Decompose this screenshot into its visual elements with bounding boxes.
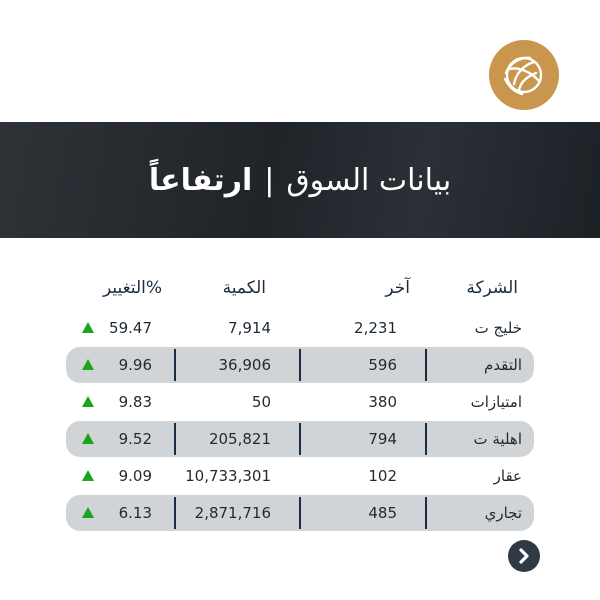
row-change: 59.47 bbox=[109, 319, 152, 337]
row-last: 380 bbox=[368, 393, 397, 411]
row-company: خليج ت bbox=[474, 319, 522, 337]
row-change: 9.52 bbox=[118, 430, 152, 448]
column-header-company: الشركة bbox=[466, 278, 518, 298]
table-header bbox=[0, 278, 600, 304]
row-volume: 36,906 bbox=[218, 356, 271, 374]
up-arrow-icon bbox=[82, 347, 96, 383]
row-change: 6.13 bbox=[118, 504, 152, 522]
column-header-last: آخر bbox=[385, 278, 410, 298]
column-divider bbox=[299, 349, 301, 381]
up-arrow-icon bbox=[82, 495, 96, 531]
row-change: 9.09 bbox=[118, 467, 152, 485]
row-last: 102 bbox=[368, 467, 397, 485]
row-volume: 2,871,716 bbox=[194, 504, 271, 522]
page-title-separator: | bbox=[264, 162, 275, 198]
page-title bbox=[149, 163, 451, 198]
column-divider bbox=[425, 349, 427, 381]
column-divider bbox=[174, 349, 176, 381]
column-header-change: %التغيير bbox=[102, 278, 162, 298]
up-arrow-icon bbox=[82, 310, 96, 346]
up-arrow-icon bbox=[82, 421, 96, 457]
up-arrow-icon bbox=[82, 384, 96, 420]
row-change: 9.83 bbox=[118, 393, 152, 411]
page-title-regular: بيانات السوق bbox=[286, 162, 452, 198]
column-divider bbox=[425, 497, 427, 529]
row-volume: 10,733,301 bbox=[185, 467, 271, 485]
table-row bbox=[66, 310, 534, 346]
row-company: امتيازات bbox=[470, 393, 522, 411]
row-last: 794 bbox=[368, 430, 397, 448]
row-company: اهلية ت bbox=[473, 430, 522, 448]
row-last: 596 bbox=[368, 356, 397, 374]
row-volume: 7,914 bbox=[228, 319, 271, 337]
page-title-bold: ارتفاعاً bbox=[148, 162, 253, 198]
next-button[interactable] bbox=[508, 540, 540, 572]
table-row bbox=[66, 495, 534, 531]
row-volume: 50 bbox=[251, 393, 271, 411]
column-header-volume: الكمية bbox=[222, 278, 266, 298]
row-last: 2,231 bbox=[354, 319, 397, 337]
table-row bbox=[66, 384, 534, 420]
column-divider bbox=[174, 497, 176, 529]
up-arrow-icon bbox=[82, 458, 96, 494]
row-company: التقدم bbox=[483, 356, 522, 374]
table-row bbox=[66, 421, 534, 457]
logo bbox=[489, 40, 559, 110]
column-divider bbox=[425, 423, 427, 455]
row-company: عقار bbox=[493, 467, 522, 485]
table-row bbox=[66, 458, 534, 494]
table-row bbox=[66, 347, 534, 383]
row-volume: 205,821 bbox=[208, 430, 271, 448]
title-banner bbox=[0, 122, 600, 238]
column-divider bbox=[299, 423, 301, 455]
column-divider bbox=[299, 497, 301, 529]
basketball-logo-icon bbox=[500, 51, 548, 99]
row-last: 485 bbox=[368, 504, 397, 522]
row-change: 9.96 bbox=[118, 356, 152, 374]
chevron-right-icon bbox=[514, 546, 534, 566]
column-divider bbox=[174, 423, 176, 455]
row-company: تجاري bbox=[484, 504, 522, 522]
